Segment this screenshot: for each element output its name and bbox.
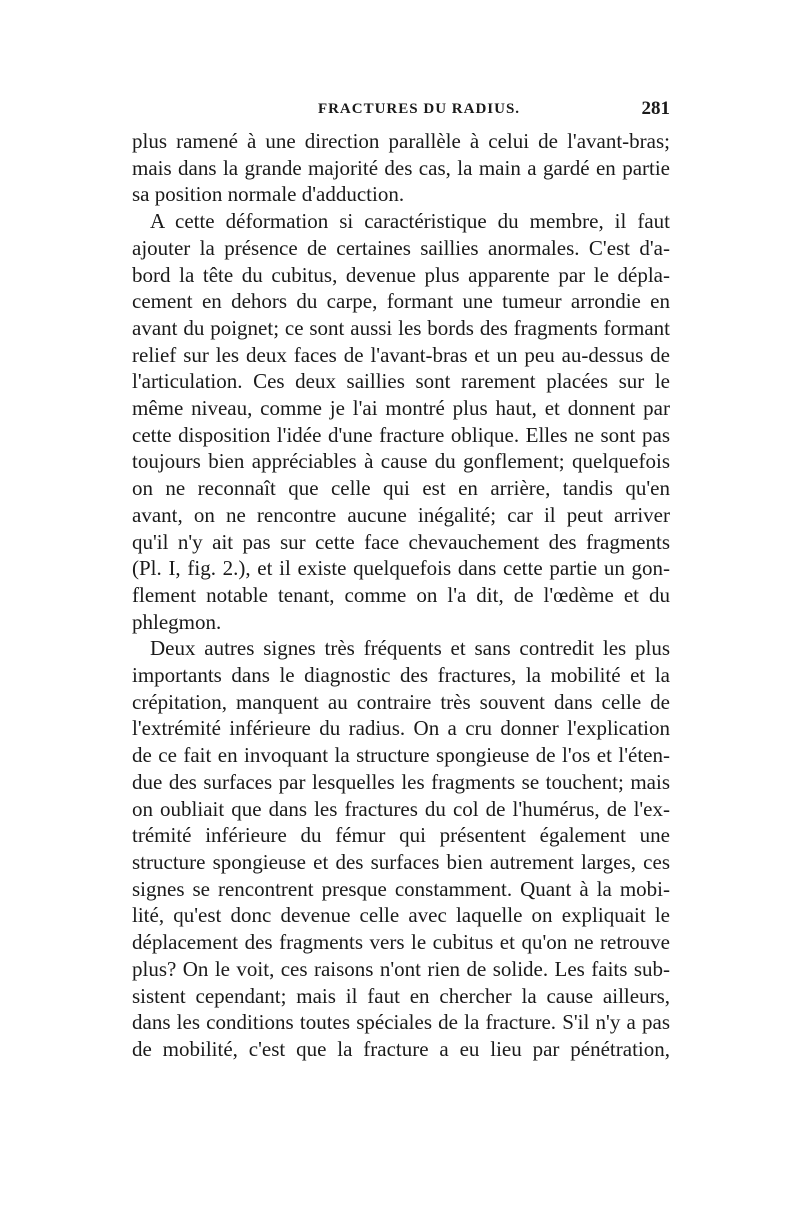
- running-title: FRACTURES DU RADIUS.: [317, 101, 521, 117]
- text-line: de ce fait en invoquant la structure spongieuse de l'os et l'éten-: [132, 743, 670, 768]
- body-text: [132, 128, 670, 1063]
- text-line: cette disposition l'idée d'une fracture oblique. Elles ne sont pas: [132, 422, 670, 447]
- paragraph: [132, 635, 670, 1062]
- text-line: due des surfaces par lesquelles les fragments se touchent; mais: [132, 769, 670, 794]
- text-line: cement en dehors du carpe, formant une tumeur arrondie en: [132, 289, 670, 314]
- text-line: on ne reconnaît que celle qui est en arrière, tandis qu'en: [132, 476, 670, 501]
- text-line: lité, qu'est donc devenue celle avec laquelle on expliquait le: [132, 903, 670, 928]
- page-number: 281: [641, 98, 670, 119]
- text-line: on oubliait que dans les fractures du col de l'humérus, de l'ex-: [132, 796, 670, 821]
- text-line: avant du poignet; ce sont aussi les bords des fragments formant: [132, 315, 670, 340]
- text-line: Deux autres signes très fréquents et sans contredit les plus: [150, 636, 670, 661]
- text-line: l'extrémité inférieure du radius. On a cru donner l'explication: [132, 716, 670, 741]
- text-line: l'articulation. Ces deux saillies sont rarement placées sur le: [132, 369, 670, 394]
- text-line: déplacement des fragments vers le cubitus et qu'on ne retrouve: [132, 930, 670, 955]
- text-line: sa position normale d'adduction.: [132, 182, 405, 207]
- text-line: dans les conditions toutes spéciales de la fracture. S'il n'y a pas: [132, 1010, 670, 1035]
- paragraph: [132, 208, 670, 635]
- text-line: structure spongieuse et des surfaces bien autrement larges, ces: [132, 849, 670, 874]
- text-line: trémité inférieure du fémur qui présentent également une: [132, 823, 670, 848]
- text-line: qu'il n'y ait pas sur cette face chevauchement des fragments: [132, 529, 670, 554]
- text-line: relief sur les deux faces de l'avant-bras et un peu au-dessus de: [132, 342, 670, 367]
- text-line: sistent cependant; mais il faut en chercher la cause ailleurs,: [132, 983, 670, 1008]
- text-line: toujours bien appréciables à cause du gonflement; quelquefois: [132, 449, 670, 474]
- paragraph: [132, 128, 670, 208]
- text-line: A cette déformation si caractéristique du membre, il faut: [150, 209, 670, 234]
- text-line: de mobilité, c'est que la fracture a eu lieu par pénétration,: [132, 1036, 670, 1061]
- text-line: plus? On le voit, ces raisons n'ont rien de solide. Les faits sub-: [132, 956, 670, 981]
- text-line: (Pl. I, fig. 2.), et il existe quelquefois dans cette partie un gon-: [132, 556, 670, 581]
- text-line: signes se rencontrent presque constamment. Quant à la mobi-: [132, 876, 670, 901]
- text-line: flement notable tenant, comme on l'a dit, de l'œdème et du: [132, 582, 670, 607]
- text-line: crépitation, manquent au contraire très souvent dans celle de: [132, 689, 670, 714]
- text-line: importants dans le diagnostic des fractures, la mobilité et la: [132, 663, 670, 688]
- page-header: [128, 96, 670, 122]
- text-line: plus ramené à une direction parallèle à celui de l'avant-bras;: [132, 129, 670, 153]
- text-line: bord la tête du cubitus, devenue plus apparente par le dépla-: [132, 262, 670, 287]
- text-line: mais dans la grande majorité des cas, la main a gardé en partie: [132, 155, 670, 180]
- text-line: phlegmon.: [132, 609, 222, 634]
- text-line: avant, on ne rencontre aucune inégalité; car il peut arriver: [132, 502, 670, 527]
- text-line: ajouter la présence de certaines saillies anormales. C'est d'a-: [132, 235, 670, 260]
- text-line: même niveau, comme je l'ai montré plus haut, et donnent par: [132, 396, 670, 421]
